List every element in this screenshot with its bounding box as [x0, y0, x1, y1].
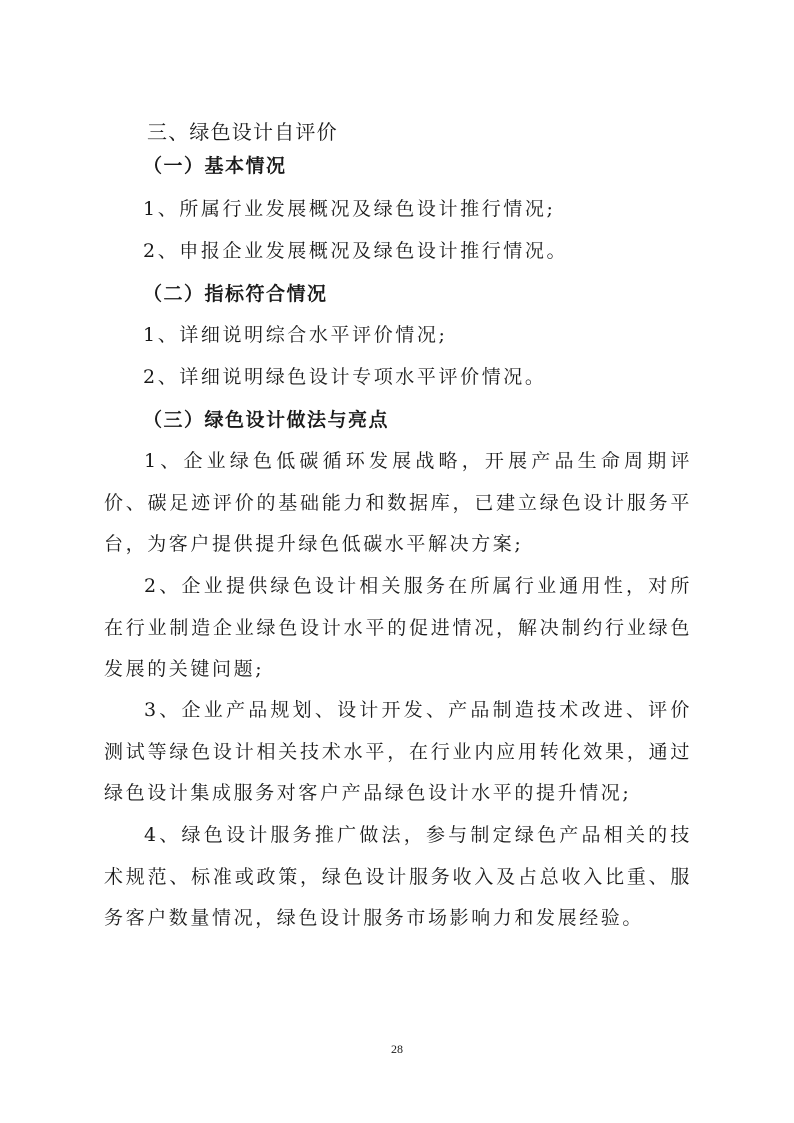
paragraph: 1、企业绿色低碳循环发展战略，开展产品生命周期评价、碳足迹评价的基础能力和数据库，已建立绿色设计服务平台，为客户提供提升绿色低碳水平解决方案; [104, 450, 692, 555]
paragraph: 3、企业产品规划、设计开发、产品制造技术改进、评价测试等绿色设计相关技术水平，在行业内应用转化效果，通过绿色设计集成服务对客户产品绿色设计水平的提升情况; [104, 699, 692, 804]
subsection-heading-indicators: （二）指标符合情况 [143, 283, 328, 305]
subsection-heading-basic: （一）基本情况 [143, 155, 287, 177]
list-item: 1、所属行业发展概况及绿色设计推行情况; [143, 198, 556, 220]
subsection-heading-practices: （三）绿色设计做法与亮点 [143, 409, 390, 431]
list-item: 1、详细说明综合水平评价情况; [143, 324, 448, 346]
list-item: 2、申报企业发展概况及绿色设计推行情况。 [143, 240, 569, 262]
paragraph: 2、企业提供绿色设计相关服务在所属行业通用性，对所在行业制造企业绿色设计水平的促进情况，解决制约行业绿色发展的关键问题; [104, 575, 692, 680]
section-title: 三、绿色设计自评价 [147, 120, 338, 144]
page-number: 28 [391, 1042, 403, 1056]
list-item: 2、详细说明绿色设计专项水平评价情况。 [143, 366, 547, 388]
paragraph: 4、绿色设计服务推广做法，参与制定绿色产品相关的技术规范、标准或政策，绿色设计服务收入及占总收入比重、服务客户数量情况，绿色设计服务市场影响力和发展经验。 [104, 824, 692, 929]
